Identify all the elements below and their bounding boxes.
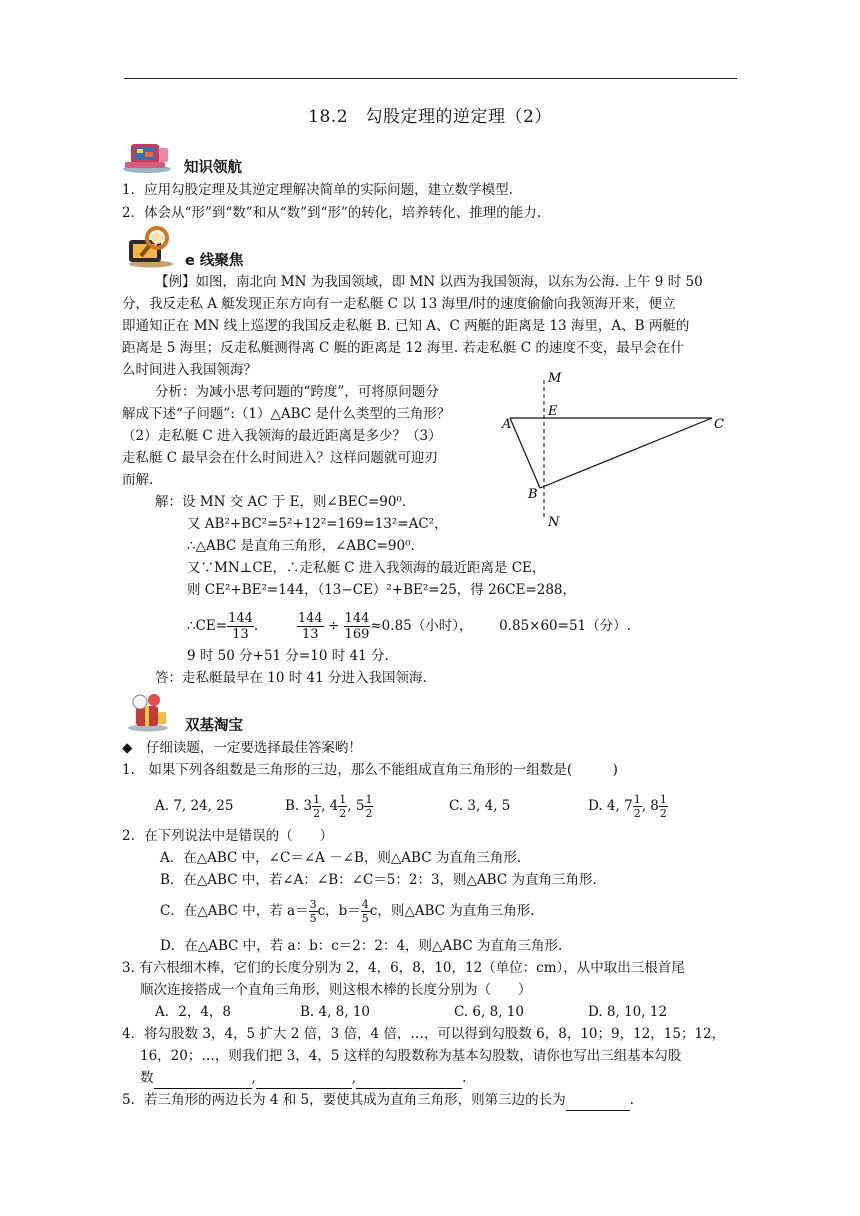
analysis-line-4: 走私艇 C 最早会在什么时间进入？这样问题就可迎刃 — [122, 450, 438, 466]
computer-icon — [121, 138, 173, 174]
minutes-calc: 0.85×60=51（分）. — [499, 618, 631, 634]
solution-calc-line: ∴CE= $\frac{144}{13}$ . $\frac{144}{13}$ ÷ $\frac{144}{169}$ ≈0.85（小时）， 0.85×60=51（分）. — [187, 611, 631, 642]
q3-option-b: B. 4, 8, 10 — [300, 1004, 371, 1020]
q1-option-a: A. 7, 24, 25 — [155, 798, 234, 814]
label-e: E — [548, 404, 558, 419]
label-c: C — [714, 417, 724, 432]
analysis-line-1: 分析：为减小思考问题的“跨度”，可将原问题分 — [155, 384, 439, 400]
page-title: 18.2 勾股定理的逆定理（2） — [308, 107, 552, 127]
analysis-line-5: 而解. — [122, 472, 154, 488]
example-line-3: 即通知正在 MN 线上巡逻的我国反走私艇 B. 已知 A、C 两艇的距离是 13 海里，A、B 两艇的 — [122, 318, 690, 334]
section-heading-basics: 双基淘宝 — [185, 718, 243, 734]
q2-option-d: D．在△ABC 中，若 a：b：c＝2：2：4，则△ABC 为直角三角形. — [160, 938, 563, 954]
q1-option-b: B. 3 $\frac{1}{2}$ , 4 $\frac{1}{2}$ , 5 $\frac{1}{2}$ — [285, 793, 373, 820]
label-b: B — [528, 487, 538, 502]
segment-bc — [540, 418, 712, 488]
q2-option-a: A．在△ABC 中，∠C＝∠A －∠B，则△ABC 为直角三角形. — [160, 850, 522, 866]
solution-line-3: ∴△ABC 是直角三角形，∠ABC=90⁰. — [187, 538, 415, 554]
q3-line-1: 3. 有六根细木棒，它们的长度分别为 2，4，6，8，10，12（单位：cm），从中取出三根首尾 — [122, 960, 685, 976]
q1-stem: 1. 如果下列各组数是三角形的三边，那么不能组成直角三角形的一组数是( ) — [122, 762, 618, 778]
q3-option-d: D. 8, 10, 12 — [588, 1004, 668, 1020]
divide-sign: ÷ — [327, 618, 340, 634]
gift-icon — [124, 692, 174, 732]
label-m: M — [548, 371, 562, 386]
q2-option-b: B．在△ABC 中，若∠A：∠B：∠C＝5：2：3，则△ABC 为直角三角形. — [160, 872, 597, 888]
magnifier-icon — [125, 224, 177, 268]
section-heading-knowledge: 知识领航 — [184, 160, 242, 176]
time-line: 9 时 50 分+51 分=10 时 41 分. — [187, 648, 389, 664]
segment-ab — [510, 418, 540, 488]
knowledge-item-2: 2．体会从“形”到“数”和从“数”到“形”的转化，培养转化、推理的能力. — [122, 205, 542, 221]
solution-line-4: 又∵MN⊥CE，∴走私艇 C 进入我领海的最近距离是 CE， — [187, 560, 546, 576]
q4-line-3: 数 , , . — [140, 1068, 466, 1089]
analysis-line-3: （2）走私艇 C 进入我领海的最近距离是多少？（3） — [122, 428, 442, 444]
approx-hours: ≈0.85（小时）， — [370, 618, 473, 634]
fraction-144-13-b: $\frac{144}{13}$ — [297, 611, 323, 642]
q4-blank-3[interactable] — [356, 1068, 462, 1089]
q2-option-c: C．在△ABC 中，若 a＝ $\frac{3}{5}$ c，b＝ $\frac{4}{5}$ c，则△ABC 为直角三角形. — [160, 898, 535, 925]
section-heading-focus: e 线聚焦 — [185, 253, 244, 269]
exercise-intro: ◆ 仔细读题，一定要选择最佳答案哟！ — [122, 740, 362, 756]
analysis-line-2: 解成下述“子问题”:（1）△ABC 是什么类型的三角形？ — [122, 406, 451, 422]
example-line-4: 距离是 5 海里；反走私艇测得离 C 艇的距离是 12 海里. 若走私艇 C 的速度不变，最早会在什 — [122, 340, 684, 356]
example-line-5: 么时间进入我国领海？ — [122, 362, 257, 378]
geometry-diagram — [496, 366, 736, 530]
q3-option-a: A．2，4，8 — [155, 1004, 232, 1020]
example-line-2: 分，我反走私 A 艇发现正东方向有一走私艇 C 以 13 海里/时的速度偷偷向我领海开来，便立 — [122, 296, 676, 312]
label-a: A — [502, 417, 512, 432]
q4-blank-1[interactable] — [154, 1068, 252, 1089]
q3-option-c: C. 6, 8, 10 — [454, 1004, 524, 1020]
q4-line-1: 4．将勾股数 3，4，5 扩大 2 倍，3 倍，4 倍，…，可以得到勾股数 6，8，10；9，12，15；12， — [122, 1026, 726, 1042]
solution-line-1: 解：设 MN 交 AC 于 E，则∠BEC=90⁰. — [155, 494, 407, 510]
example-line-1: 【例】如图，南北向 MN 为我国领域，即 MN 以西为我国领海，以东为公海. 上午 9 时 50 — [155, 274, 703, 290]
q5-line: 5．若三角形的两边长为 4 和 5，要使其成为直角三角形，则第三边的长为 . — [122, 1090, 634, 1111]
answer-line: 答：走私艇最早在 10 时 41 分进入我国领海. — [155, 670, 427, 686]
knowledge-item-1: 1．应用勾股定理及其逆定理解决简单的实际问题，建立数学模型. — [122, 182, 513, 198]
fraction-144-169: $\frac{144}{169}$ — [344, 611, 370, 642]
fraction-144-13: $\frac{144}{13}$ — [228, 611, 253, 642]
q3-line-2: 顺次连接搭成一个直角三角形，则这根木棒的长度分别为（ ） — [140, 982, 532, 998]
top-rule — [124, 78, 737, 79]
q1-option-c: C. 3, 4, 5 — [449, 798, 511, 814]
q4-line-2: 16，20；…，则我们把 3，4，5 这样的勾股数称为基本勾股数，请你也写出三组基本勾股 — [140, 1048, 682, 1064]
q1-option-d: D. 4, 7 $\frac{1}{2}$ , 8 $\frac{1}{2}$ — [588, 793, 667, 820]
label-n: N — [548, 515, 560, 530]
solution-line-5: 则 CE²+BE²=144，（13−CE）²+BE²=25，得 26CE=288， — [187, 582, 577, 598]
q4-blank-2[interactable] — [256, 1068, 352, 1089]
ce-prefix: ∴CE= — [187, 618, 228, 634]
q5-blank[interactable] — [566, 1090, 630, 1111]
solution-line-2: 又 AB²+BC²=5²+12²=169=13²=AC²， — [187, 516, 448, 532]
q2-stem: 2．在下列说法中是错误的（ ） — [122, 828, 334, 844]
